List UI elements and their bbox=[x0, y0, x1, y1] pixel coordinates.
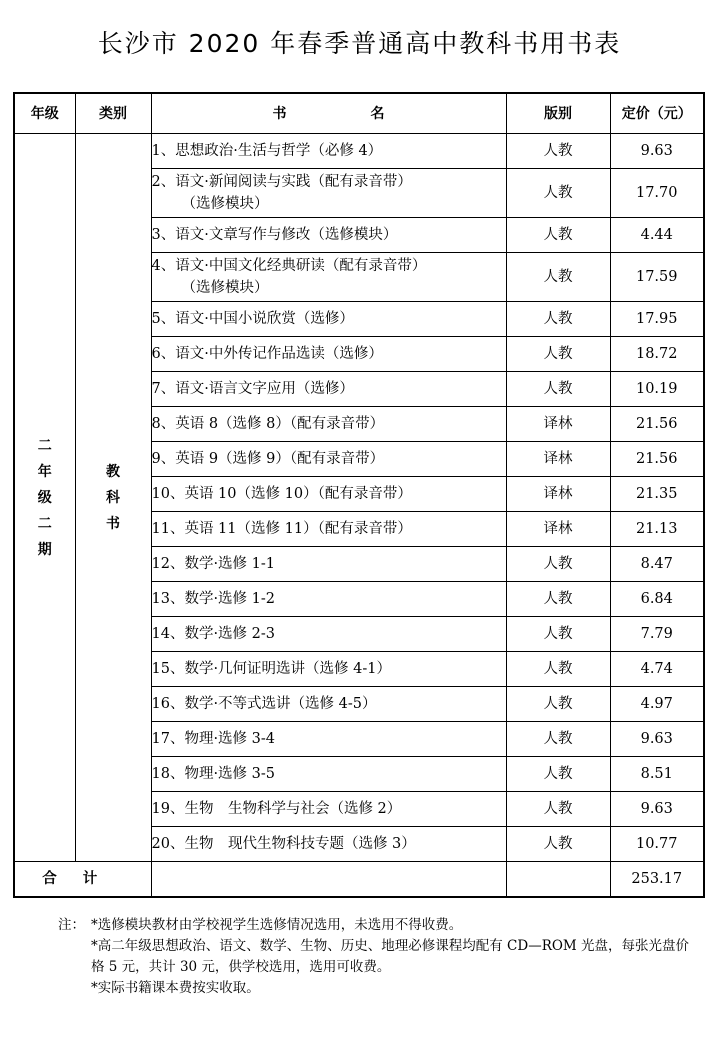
header-edition: 版别 bbox=[506, 93, 610, 134]
total-price: 253.17 bbox=[610, 862, 704, 898]
textbook-table bbox=[13, 92, 705, 898]
book-name-cell bbox=[151, 407, 506, 442]
price-cell: 10.19 bbox=[610, 372, 704, 407]
book-name-cell bbox=[151, 757, 506, 792]
price-cell: 7.79 bbox=[610, 617, 704, 652]
category-label: 教科书 bbox=[106, 463, 120, 532]
book-name: 7、语文·语言文字应用（选修） bbox=[151, 381, 354, 397]
book-name-cell bbox=[151, 687, 506, 722]
book-name-cell bbox=[151, 218, 506, 253]
price-cell: 10.77 bbox=[610, 827, 704, 862]
edition-cell: 人教 bbox=[506, 617, 610, 652]
note-item: *选修模块教材由学校视学生选修情况选用，未选用不得收费。 bbox=[91, 917, 463, 933]
edition-cell: 译林 bbox=[506, 512, 610, 547]
total-empty-edition bbox=[506, 862, 610, 898]
book-name-cell bbox=[151, 617, 506, 652]
book-name-cell bbox=[151, 169, 506, 218]
note-row bbox=[58, 915, 698, 936]
total-row bbox=[14, 862, 704, 898]
price-cell: 4.97 bbox=[610, 687, 704, 722]
price-cell: 17.95 bbox=[610, 302, 704, 337]
book-name-cell bbox=[151, 582, 506, 617]
note-item: *高二年级思想政治、语文、数学、生物、历史、地理必修课程均配有 CD—ROM 光盘，每张光盘价格 5 元，共计 30 元，供学校选用，选用可收费。 bbox=[91, 938, 690, 975]
book-name-cell bbox=[151, 337, 506, 372]
note-row bbox=[58, 978, 698, 999]
book-name: 20、生物 现代生物科技专题（选修 3） bbox=[151, 836, 416, 852]
book-name-cell bbox=[151, 253, 506, 302]
grade-cell bbox=[14, 134, 75, 862]
book-name-line2: （选修模块） bbox=[181, 280, 269, 296]
edition-cell: 人教 bbox=[506, 169, 610, 218]
price-cell: 6.84 bbox=[610, 582, 704, 617]
edition-cell: 人教 bbox=[506, 792, 610, 827]
page-title: 长沙市 2020 年春季普通高中教科书用书表 bbox=[97, 29, 622, 58]
notes-label: 注： bbox=[58, 917, 85, 933]
book-name-cell bbox=[151, 827, 506, 862]
book-name-cell bbox=[151, 547, 506, 582]
edition-cell: 人教 bbox=[506, 134, 610, 169]
book-name-cell bbox=[151, 477, 506, 512]
header-category: 类别 bbox=[75, 93, 151, 134]
price-cell: 21.35 bbox=[610, 477, 704, 512]
edition-cell: 人教 bbox=[506, 302, 610, 337]
book-name: 2、语文·新闻阅读与实践（配有录音带） bbox=[151, 174, 412, 190]
book-name-cell bbox=[151, 512, 506, 547]
edition-cell: 人教 bbox=[506, 372, 610, 407]
edition-cell: 人教 bbox=[506, 582, 610, 617]
category-cell bbox=[75, 134, 151, 862]
price-cell: 9.63 bbox=[610, 134, 704, 169]
price-cell: 8.51 bbox=[610, 757, 704, 792]
book-name: 13、数学·选修 1-2 bbox=[151, 591, 276, 607]
book-name: 15、数学·几何证明选讲（选修 4-1） bbox=[151, 661, 392, 677]
book-name: 3、语文·文章写作与修改（选修模块） bbox=[151, 227, 398, 243]
book-name: 12、数学·选修 1-1 bbox=[151, 556, 276, 572]
edition-cell: 人教 bbox=[506, 253, 610, 302]
edition-cell: 译林 bbox=[506, 477, 610, 512]
header-grade: 年级 bbox=[14, 93, 75, 134]
edition-cell: 人教 bbox=[506, 218, 610, 253]
edition-cell: 译林 bbox=[506, 407, 610, 442]
edition-cell: 人教 bbox=[506, 547, 610, 582]
price-cell: 21.56 bbox=[610, 407, 704, 442]
book-name: 8、英语 8（选修 8）（配有录音带） bbox=[151, 416, 385, 432]
price-cell: 21.13 bbox=[610, 512, 704, 547]
edition-cell: 人教 bbox=[506, 687, 610, 722]
book-name: 10、英语 10（选修 10）（配有录音带） bbox=[151, 486, 412, 502]
price-cell: 8.47 bbox=[610, 547, 704, 582]
book-name-line2: （选修模块） bbox=[181, 196, 269, 212]
edition-cell: 人教 bbox=[506, 652, 610, 687]
book-name-cell bbox=[151, 722, 506, 757]
table-row bbox=[14, 134, 704, 169]
book-name: 11、英语 11（选修 11）（配有录音带） bbox=[151, 521, 412, 537]
book-name: 1、思想政治·生活与哲学（必修 4） bbox=[151, 143, 383, 159]
grade-label: 二年级二期 bbox=[37, 437, 52, 558]
book-name: 16、数学·不等式选讲（选修 4-5） bbox=[151, 696, 377, 712]
book-name-cell bbox=[151, 302, 506, 337]
book-name-cell bbox=[151, 372, 506, 407]
edition-cell: 人教 bbox=[506, 722, 610, 757]
book-name: 14、数学·选修 2-3 bbox=[151, 626, 276, 642]
total-empty-name bbox=[151, 862, 506, 898]
price-cell: 9.63 bbox=[610, 722, 704, 757]
book-name-cell bbox=[151, 792, 506, 827]
header-price: 定价（元） bbox=[610, 93, 704, 134]
note-row bbox=[58, 936, 698, 978]
book-name: 19、生物 生物科学与社会（选修 2） bbox=[151, 801, 402, 817]
price-cell: 4.44 bbox=[610, 218, 704, 253]
book-name: 6、语文·中外传记作品选读（选修） bbox=[151, 346, 383, 362]
note-item: *实际书籍课本费按实收取。 bbox=[91, 980, 260, 996]
book-name: 4、语文·中国文化经典研读（配有录音带） bbox=[151, 258, 427, 274]
edition-cell: 译林 bbox=[506, 442, 610, 477]
book-name: 5、语文·中国小说欣赏（选修） bbox=[151, 311, 354, 327]
header-book-name: 书 名 bbox=[151, 93, 506, 134]
price-cell: 4.74 bbox=[610, 652, 704, 687]
edition-cell: 人教 bbox=[506, 337, 610, 372]
price-cell: 21.56 bbox=[610, 442, 704, 477]
book-name-cell bbox=[151, 134, 506, 169]
book-name-cell bbox=[151, 442, 506, 477]
book-name: 9、英语 9（选修 9）（配有录音带） bbox=[151, 451, 385, 467]
notes bbox=[58, 915, 698, 999]
price-cell: 9.63 bbox=[610, 792, 704, 827]
edition-cell: 人教 bbox=[506, 827, 610, 862]
table-header-row bbox=[14, 93, 704, 134]
total-label: 合计 bbox=[14, 862, 151, 898]
book-name: 17、物理·选修 3-4 bbox=[151, 731, 276, 747]
book-name-cell bbox=[151, 652, 506, 687]
price-cell: 17.59 bbox=[610, 253, 704, 302]
price-cell: 18.72 bbox=[610, 337, 704, 372]
book-name: 18、物理·选修 3-5 bbox=[151, 766, 276, 782]
price-cell: 17.70 bbox=[610, 169, 704, 218]
edition-cell: 人教 bbox=[506, 757, 610, 792]
